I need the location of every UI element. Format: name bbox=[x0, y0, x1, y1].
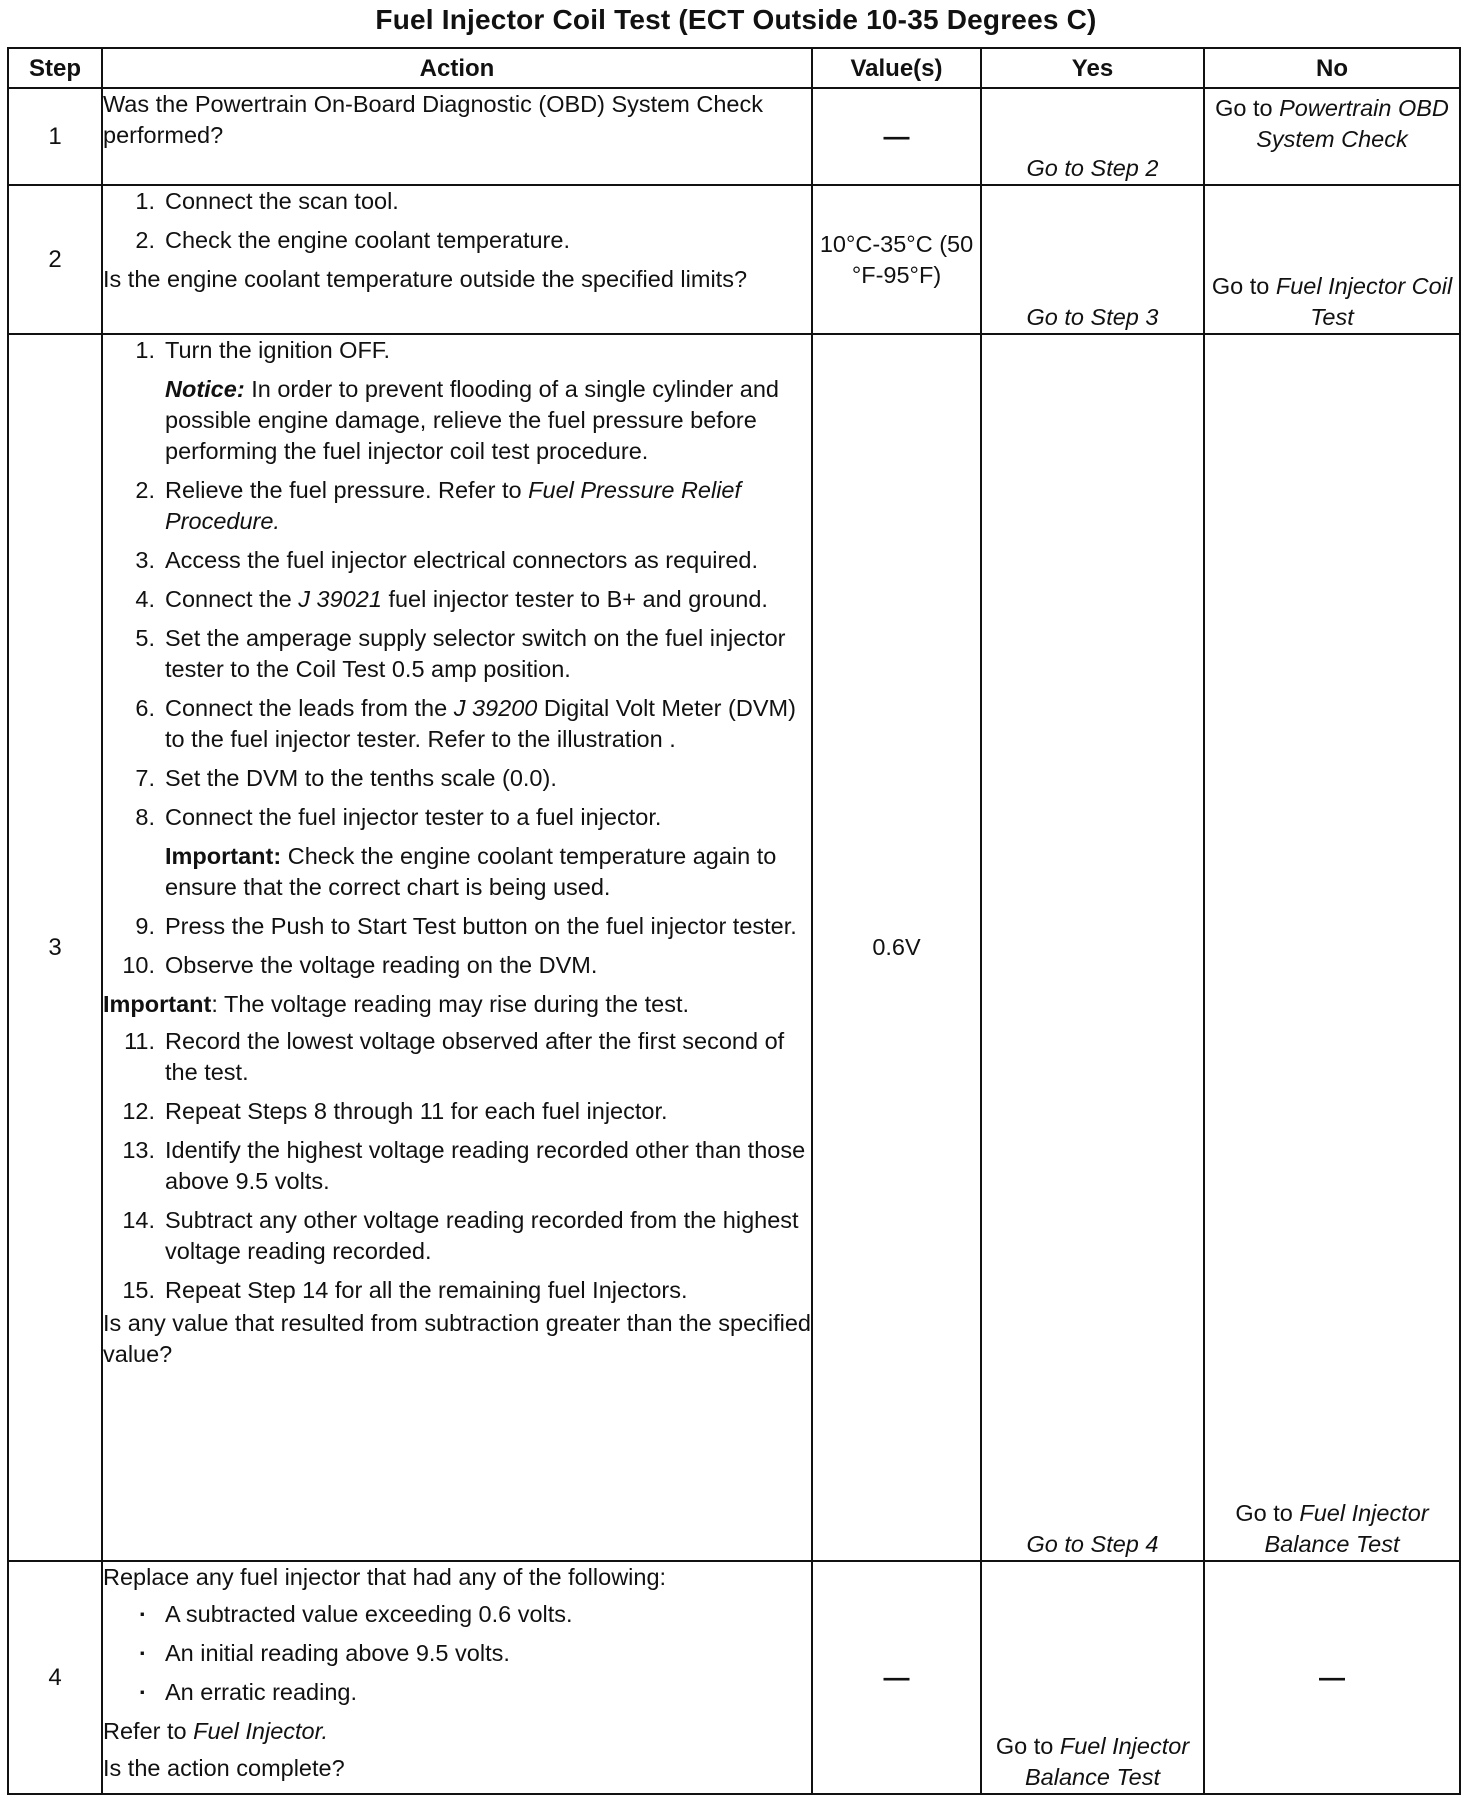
fuel-pressure-relief-link[interactable]: Fuel Pressure Relief Procedure. bbox=[165, 477, 742, 534]
yes-link-balance-test[interactable]: Fuel Injector Balance Test bbox=[1025, 1733, 1190, 1790]
no-prefix: Go to bbox=[1215, 95, 1273, 121]
action-step: 1. Turn the ignition OFF. bbox=[135, 337, 391, 363]
procedure-table bbox=[7, 47, 1461, 1795]
header-yes: Yes bbox=[981, 48, 1204, 88]
no-link-obd-check[interactable]: Powertrain OBD System Check bbox=[1256, 95, 1449, 152]
fuel-injector-link[interactable]: Fuel Injector. bbox=[193, 1718, 329, 1744]
action-step: 15. Repeat Step 14 for all the remaining fuel Injectors. bbox=[122, 1277, 688, 1303]
list-item: · An initial reading above 9.5 volts. bbox=[139, 1640, 510, 1666]
value-cell: 0.6V bbox=[812, 334, 981, 1561]
no-cell bbox=[1204, 334, 1460, 1561]
table-row bbox=[8, 185, 1460, 334]
action-step: 5. Set the amperage supply selector switch on the fuel injector tester to the Coil Test 0.5 amp position. bbox=[135, 625, 786, 682]
notice-block: Notice: In order to prevent flooding of a single cylinder and possible engine damage, relieve the fuel pressure before performing the fuel injector coil test procedure. bbox=[165, 376, 779, 464]
no-cell bbox=[1204, 1561, 1460, 1794]
value-cell bbox=[812, 1561, 981, 1794]
list-item: · An erratic reading. bbox=[139, 1679, 358, 1705]
intro-text: Replace any fuel injector that had any of the following: bbox=[103, 1564, 667, 1590]
question-text: Is the engine coolant temperature outside the specified limits? bbox=[103, 266, 748, 292]
question-text: Is the action complete? bbox=[103, 1755, 345, 1781]
action-step: 9. Press the Push to Start Test button on the fuel injector tester. bbox=[135, 913, 797, 939]
action-cell bbox=[102, 88, 812, 185]
action-step: 6. Connect the leads from the J 39200 Digital Volt Meter (DVM) to the fuel injector tester. Refer to the illustration . bbox=[135, 695, 796, 752]
header-no: No bbox=[1204, 48, 1460, 88]
action-step: 12. Repeat Steps 8 through 11 for each fuel injector. bbox=[122, 1098, 668, 1124]
yes-cell bbox=[981, 334, 1204, 1561]
question-text: Is any value that resulted from subtraction greater than the specified value? bbox=[103, 1310, 812, 1367]
action-step: 7. Set the DVM to the tenths scale (0.0). bbox=[135, 765, 557, 791]
yes-cell bbox=[981, 185, 1204, 334]
action-steps bbox=[103, 1026, 811, 1306]
step-number: 2 bbox=[8, 185, 102, 334]
list-item: · A subtracted value exceeding 0.6 volts. bbox=[139, 1601, 573, 1627]
header-action: Action bbox=[102, 48, 812, 88]
action-step: 10. Observe the voltage reading on the DVM. bbox=[122, 952, 598, 978]
refer-text: Refer to Fuel Injector. bbox=[103, 1718, 329, 1744]
action-steps bbox=[103, 335, 811, 366]
action-step: 4. Connect the J 39021 fuel injector tester to B+ and ground. bbox=[135, 586, 768, 612]
action-steps bbox=[103, 186, 811, 256]
value-cell: 10°C-35°C (50 °F-95°F) bbox=[812, 185, 981, 334]
step-number: 1 bbox=[8, 88, 102, 185]
no-cell bbox=[1204, 88, 1460, 185]
yes-link-step-4[interactable]: Go to Step 4 bbox=[1026, 1531, 1159, 1557]
action-step: 14. Subtract any other voltage reading recorded from the highest voltage reading recorded. bbox=[122, 1207, 799, 1264]
no-prefix: Go to bbox=[1235, 1500, 1293, 1526]
action-step: 2. Check the engine coolant temperature. bbox=[135, 227, 570, 253]
important-block: Important: The voltage reading may rise during the test. bbox=[103, 991, 690, 1017]
important-block: Important: Check the engine coolant temperature again to ensure that the correct chart is being used. bbox=[165, 843, 777, 900]
yes-link-step-2[interactable]: Go to Step 2 bbox=[1026, 155, 1159, 181]
step-number: 4 bbox=[8, 1561, 102, 1794]
no-prefix: Go to bbox=[1211, 273, 1270, 299]
table-row bbox=[8, 1561, 1460, 1794]
action-cell bbox=[102, 334, 812, 1561]
action-step: 13. Identify the highest voltage reading recorded other than those above 9.5 volts. bbox=[122, 1137, 806, 1194]
question-text: Was the Powertrain On-Board Diagnostic (OBD) System Check performed? bbox=[103, 91, 763, 148]
no-dash: — bbox=[1319, 1661, 1345, 1692]
replace-criteria-list bbox=[103, 1599, 811, 1708]
header-step: Step bbox=[8, 48, 102, 88]
value-dash: — bbox=[883, 1661, 910, 1692]
table-header-row bbox=[8, 48, 1460, 88]
action-step: 1. Connect the scan tool. bbox=[135, 188, 399, 214]
yes-cell bbox=[981, 1561, 1204, 1794]
no-cell bbox=[1204, 185, 1460, 334]
header-values: Value(s) bbox=[812, 48, 981, 88]
no-link-coil-test[interactable]: Fuel Injector Coil Test bbox=[1275, 273, 1453, 330]
yes-cell bbox=[981, 88, 1204, 185]
action-steps bbox=[103, 475, 811, 833]
action-step: 8. Connect the fuel injector tester to a fuel injector. bbox=[135, 804, 662, 830]
action-cell bbox=[102, 1561, 812, 1794]
page-title: Fuel Injector Coil Test (ECT Outside 10-35 Degrees C) bbox=[375, 4, 1097, 35]
step-number: 3 bbox=[8, 334, 102, 1561]
yes-prefix: Go to bbox=[995, 1733, 1054, 1759]
no-link-balance-test[interactable]: Fuel Injector Balance Test bbox=[1264, 1500, 1429, 1557]
table-row bbox=[8, 334, 1460, 1561]
action-step: 2. Relieve the fuel pressure. Refer to Fuel Pressure Relief Procedure. bbox=[135, 477, 742, 534]
action-step: 3. Access the fuel injector electrical connectors as required. bbox=[135, 547, 759, 573]
yes-link-step-3[interactable]: Go to Step 3 bbox=[1026, 304, 1159, 330]
action-steps bbox=[103, 911, 811, 981]
value-cell bbox=[812, 88, 981, 185]
table-row bbox=[8, 88, 1460, 185]
action-cell bbox=[102, 185, 812, 334]
action-step: 11. Record the lowest voltage observed after the first second of the test. bbox=[124, 1028, 785, 1085]
value-dash: — bbox=[883, 120, 910, 151]
